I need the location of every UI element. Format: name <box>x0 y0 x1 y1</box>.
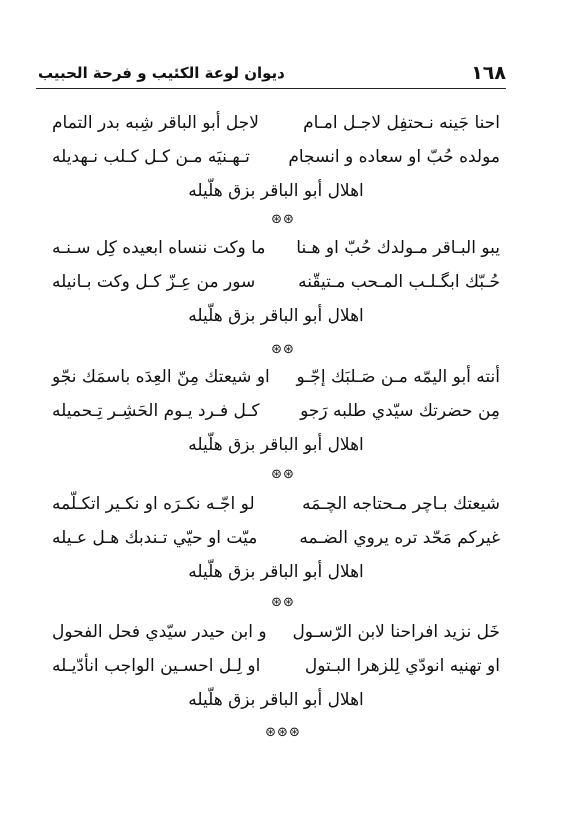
verse-left-hemistich: كـل فـرد يـوم الحَشِـر تِـحميله <box>52 401 260 421</box>
verse-line <box>52 494 500 528</box>
refrain-line: اهلال أبو الباقر بزق هلّيله <box>188 690 364 710</box>
verse-left-hemistich: تـهـنيَه مـن كـل كـلب نـهديله <box>52 147 250 167</box>
verse-right-hemistich: حُـبّك ابگـلـب المـحب مـتيقّنه <box>298 272 500 292</box>
page-header <box>38 62 506 86</box>
ornament-divider: ⊛⊛ <box>271 595 295 610</box>
ornament-divider: ⊛⊛⊛ <box>265 725 301 740</box>
ornament-divider: ⊛⊛ <box>271 212 295 227</box>
verse-left-hemistich: سور من عِـزّ كـل وكت بـانيله <box>52 272 256 292</box>
refrain-line: اهلال أبو الباقر بزق هلّيله <box>188 562 364 582</box>
page-number: ١٦٨ <box>471 62 506 84</box>
verse-right-hemistich: او تهنيه انودّي لِلزهرا البـتول <box>304 656 500 676</box>
ornament-divider: ⊛⊛ <box>271 467 295 482</box>
verse-line <box>52 272 500 306</box>
header-rule <box>36 88 506 89</box>
refrain-line: اهلال أبو الباقر بزق هلّيله <box>188 435 364 455</box>
verse-line <box>52 238 500 272</box>
stanza <box>52 367 500 469</box>
verse-line <box>52 401 500 435</box>
verse-left-hemistich: او لِـل احسـين الواجب انأدّيـله <box>52 656 261 676</box>
running-title: ديوان لوعة الكئيب و فرحة الحبيب <box>38 64 285 82</box>
refrain-line: اهلال أبو الباقر بزق هلّيله <box>188 181 364 201</box>
verse-right-hemistich: مِن حضرتك سيّدي طلبه رَجو <box>300 401 500 421</box>
verse-line <box>52 367 500 401</box>
verse-line <box>52 147 500 181</box>
verse-right-hemistich: خَل نزيد افراحنا لابن الرّسـول <box>292 622 500 642</box>
verse-right-hemistich: مولده حُبّ او سعاده و انسجام <box>288 147 500 167</box>
ornament-divider: ⊛⊛ <box>271 342 295 357</box>
verse-left-hemistich: لاجل أبو الباقر شِبه بدر التمام <box>52 113 259 133</box>
stanza <box>52 622 500 724</box>
verse-left-hemistich: لو اجّـه نكـرَه او نكـير اتكـلّمه <box>52 494 255 514</box>
verse-left-hemistich: ميّت او حيّي تـندبك هـل عـيله <box>52 528 258 548</box>
verse-left-hemistich: ما وكت ننساه ابعيده كِل سـنـه <box>52 238 266 258</box>
stanza <box>52 238 500 340</box>
verse-right-hemistich: أنته أبو اليمّه مـن صَـلبَك إجّـو <box>296 367 500 387</box>
verse-right-hemistich: يبو البـاقر مـولدك حُبّ او هـنا <box>296 238 500 258</box>
refrain-line: اهلال أبو الباقر بزق هلّيله <box>188 306 364 326</box>
verse-line <box>52 113 500 147</box>
verse-right-hemistich: احنا جَينه نـحتفِل لاجـل امـام <box>303 113 500 133</box>
stanza <box>52 494 500 596</box>
verse-left-hemistich: و ابن حيدر سيّدي فحل الفحول <box>52 622 267 642</box>
verse-right-hemistich: شيعتك بـاچر مـحتاجه الچـمَه <box>302 494 500 514</box>
verse-line <box>52 528 500 562</box>
stanza <box>52 113 500 215</box>
verse-left-hemistich: او شيعتك مِنّ العِدَه باسمَك نجّو <box>52 367 270 387</box>
verse-line <box>52 622 500 656</box>
verse-right-hemistich: غيركم مَحّد تره يروي الضـمه <box>299 528 500 548</box>
verse-line <box>52 656 500 690</box>
